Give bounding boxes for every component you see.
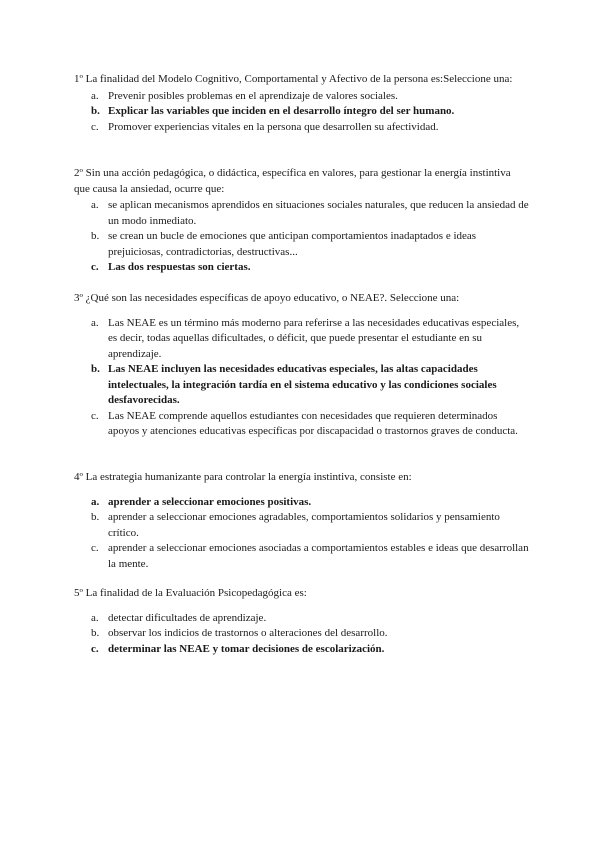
option-letter: b. [91,230,100,242]
option-letter: c. [91,120,99,133]
option-letter: a. [91,316,99,329]
option-letter: b. [91,627,100,639]
question-1 [74,72,529,135]
option-text: aprender a seleccionar emociones asociadas a comportamientos estables e ideas que desarrollan la mente. [108,542,529,570]
option-c [74,409,529,440]
option-a-correct [74,495,529,511]
option-text: Las NEAE es un término más moderno para referirse a las necesidades educativas especiales, es decir, todas aquellas dificultades, o déficit, que puede presentar el estudiante en su aprendizaje. [108,316,520,360]
option-c [74,120,529,136]
option-letter: b. [91,363,100,375]
question-3 [74,291,529,440]
option-a [74,89,529,105]
option-b-correct [74,362,529,409]
option-text: Promover experiencias vitales en la persona que desarrollen su afectividad. [108,120,439,133]
question-stem: 1º La finalidad del Modelo Cognitivo, Comportamental y Afectivo de la persona es:Seleccione una: [74,73,513,85]
option-text: determinar las NEAE y tomar decisiones de escolarización. [108,642,385,655]
option-c [74,541,529,572]
option-list [74,89,529,136]
option-letter: c. [91,642,99,655]
question-2 [74,166,529,276]
option-text: se aplican mecanismos aprendidos en situaciones sociales naturales, que reducen la ansiedad de un modo inmediato. [108,199,529,227]
option-list [74,316,529,440]
option-list [74,611,529,658]
option-letter: c. [91,261,99,273]
option-letter: c. [91,409,99,422]
option-letter: a. [91,495,100,508]
option-a [74,316,529,363]
option-list [74,198,529,276]
option-c-correct [74,260,529,276]
option-text: observar los indicios de trastornos o alteraciones del desarrollo. [108,627,388,639]
option-text: Las NEAE comprende aquellos estudiantes con necesidades que requieren determinados apoyos y atenciones educativas específicas por discapacidad o trastornos graves de conducta. [108,409,518,437]
question-stem: 5º La finalidad de la Evaluación Psicopedagógica es: [74,587,307,599]
option-text: detectar dificultades de aprendizaje. [108,611,267,624]
question-stem: 4º La estrategia humanizante para controlar la energía instintiva, consiste en: [74,471,412,483]
option-c-correct [74,642,529,658]
option-a [74,198,529,229]
question-stem: 2º Sin una acción pedagógica, o didáctica, específica en valores, para gestionar la energía instintiva que causa la ansiedad, ocurre que: [74,167,511,195]
option-text: se crean un bucle de emociones que anticipan comportamientos inadaptados e ideas prejuiciosas, contradictorias, destructivas... [108,230,477,258]
option-b [74,229,529,260]
option-text: Prevenir posibles problemas en el aprendizaje de valores sociales. [108,89,398,102]
option-text: Las NEAE incluyen las necesidades educativas especiales, las altas capacidades intelectuales, la integración tardía en el sistema educativo y las condiciones sociales desfavorecidas. [108,363,497,406]
option-b-correct [74,104,529,120]
question-5 [74,586,529,657]
option-text: aprender a seleccionar emociones positivas. [108,495,312,508]
option-letter: a. [91,199,99,211]
option-text: Explicar las variables que inciden en el desarrollo íntegro del ser humano. [108,105,455,117]
option-text: aprender a seleccionar emociones agradables, comportamientos solidarios y pensamiento crítico. [108,511,500,539]
option-list [74,495,529,573]
question-4 [74,470,529,572]
option-text: Las dos respuestas son ciertas. [108,261,251,273]
option-letter: a. [91,89,99,102]
option-letter: a. [91,611,99,624]
option-letter: b. [91,105,100,117]
option-letter: b. [91,511,100,523]
option-b [74,510,529,541]
question-stem: 3º ¿Qué son las necesidades específicas de apoyo educativo, o NEAE?. Seleccione una: [74,292,460,304]
option-b [74,626,529,642]
option-a [74,611,529,627]
option-letter: c. [91,542,99,554]
